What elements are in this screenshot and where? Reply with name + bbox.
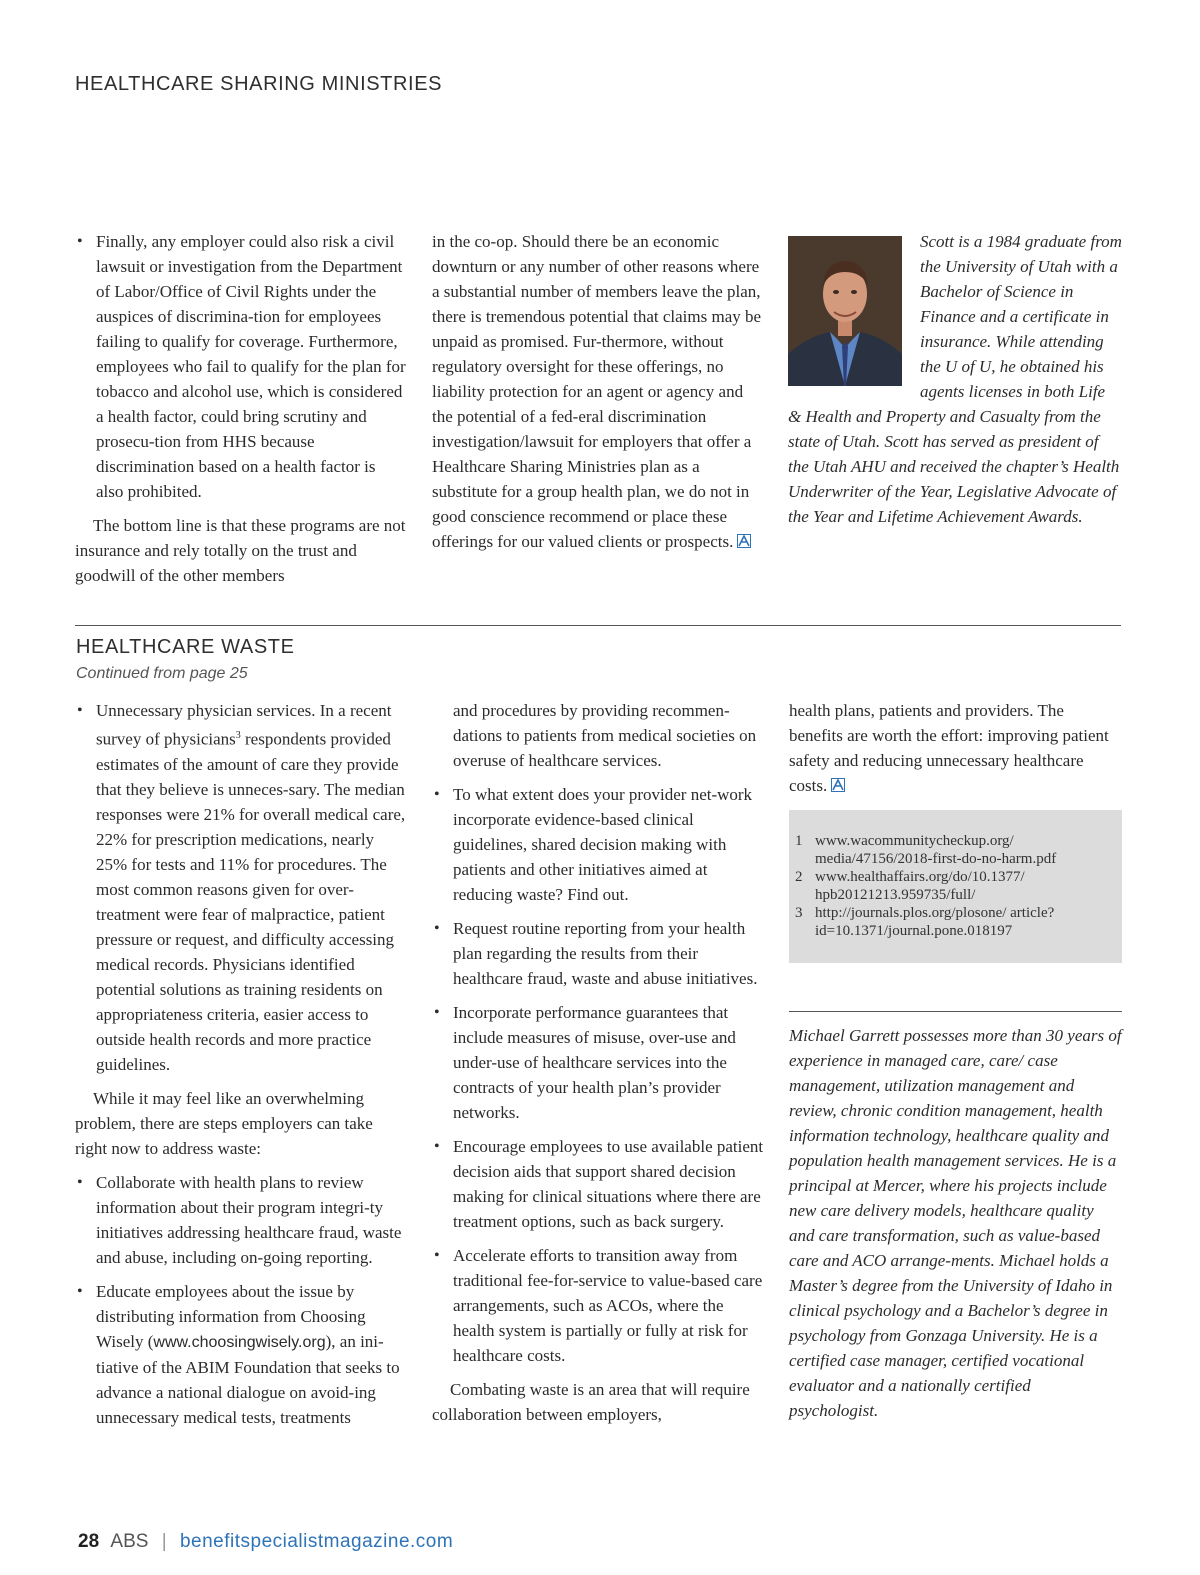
page-number: 28 <box>78 1531 100 1552</box>
bullet-text: respondents provided estimates of the amount of care they provide that they believe is unneces-sary. The median responses were 21% for overall medical care, 22% for prescription medications, nearly 25% for tests and 11% for procedures. The most common reasons given for over-treatment were fear of malpractice, patient pressure or request, and difficulty accessing medical records. Physicians identified potential solutions as training residents on appropriateness criteria, easier access to outside health records and more practice guidelines. <box>96 729 406 1074</box>
waste-column-1 <box>75 698 407 1439</box>
bullet-text: Unnecessary physician services. In a recent survey of physicians <box>96 701 392 749</box>
hsm-column-1 <box>75 229 407 597</box>
section-title: HEALTHCARE WASTE <box>76 636 295 658</box>
bullet-text: Educate employees about the issue by distributing information from Choosing Wisely ( <box>96 1281 366 1351</box>
author-bio-scott <box>788 229 1122 529</box>
bio-divider <box>789 1011 1122 1012</box>
hsm-paragraph-text: in the co-op. Should there be an economic downturn or any number of other reasons where a substantial number of members leave the plan, there is tremendous potential that claims may be unpaid as promised. Fur-thermore, without regulatory oversight for these offerings, no liability protection for an agent or agency and the potential of a fed-eral discrimination investigation/lawsuit for employers that offer a Healthcare Sharing Ministries plan as a substitute for a group health plan, we do not in good conscience recommend or place these offerings for our valued clients or prospects. <box>432 232 762 551</box>
page-footer <box>78 1531 453 1553</box>
continued-from: Continued from page 25 <box>76 665 248 682</box>
end-mark-icon <box>831 778 845 792</box>
website-link[interactable]: benefitspecialistmagazine.com <box>179 1531 454 1552</box>
reference-link[interactable]: http://journals.plos.org/plosone/ article?id=10.1371/journal.pone.018197 <box>815 905 1055 939</box>
hsm-bullet-list <box>75 229 407 504</box>
footnote-ref: 3 <box>235 730 241 741</box>
waste-column-2 <box>432 698 766 1436</box>
waste-bullet-item: • Incorporate performance guarantees that include measures of misuse, over-use and under-use of healthcare services into the contracts of your health plan’s provider networks. <box>432 1000 766 1125</box>
hsm-paragraph-cont <box>432 229 764 554</box>
references-box <box>789 810 1122 963</box>
bullet-text: ), an ini-tiative of the ABIM Foundation that seeks to advance a national dialogue on avoid-ing unnecessary medical tests, treatments <box>96 1331 400 1427</box>
waste-bullet-item <box>75 1279 407 1430</box>
waste-bullet-item: • Collaborate with health plans to review information about their program integri-ty initiatives addressing healthcare fraud, waste and abuse, including on-going reporting. <box>75 1170 407 1270</box>
author-bio-text: Scott is a 1984 graduate from the University of Utah with a Bachelor of Science in Finance and a certificate in insurance. While attending the U of U, he obtained his agents licenses in both Life & Health and Property and Casualty from the state of Utah. Scott has served as president of the Utah AHU and received the chapter’s Health Underwriter of the Year, Legislative Advocate of the Year and Lifetime Achievement Awards. <box>788 232 1122 526</box>
hsm-bullet-item: • Finally, any employer could also risk a civil lawsuit or investigation from the Department of Labor/Office of Civil Rights under the auspices of discrimina-tion for employees failing to qualify for coverage. Furthermore, employees who fail to qualify for the plan for tobacco and alcohol use, which is considered a health factor, could bring scrutiny and prosecu-tion from HHS because discrimination based on a health factor is also prohibited. <box>75 229 407 504</box>
waste-bullet-list-2 <box>75 1170 407 1430</box>
reference-number: 3 <box>795 905 803 921</box>
waste-paragraph: Combating waste is an area that will require collaboration between employers, <box>432 1380 750 1424</box>
waste-bullet-item: • To what extent does your provider net-work incorporate evidence-based clinical guidelines, shared decision making with patients and other initiatives aimed at reducing waste? Find out. <box>432 782 766 907</box>
running-header: HEALTHCARE SHARING MINISTRIES <box>75 73 443 95</box>
reference-link[interactable]: www.healthaffairs.org/do/10.1377/ hpb20121213.959735/full/ <box>815 869 1025 903</box>
end-mark-icon <box>737 534 751 548</box>
reference-link[interactable]: www.wacommunitycheckup.org/ media/47156/2018-first-do-no-harm.pdf <box>815 833 1057 867</box>
photo-float-spacer <box>788 229 920 389</box>
waste-paragraph: While it may feel like an overwhelming problem, there are steps employers can take right now to address waste: <box>75 1088 373 1158</box>
reference-number: 2 <box>795 869 803 885</box>
reference-item <box>795 868 1106 904</box>
waste-paragraph-end <box>789 698 1121 798</box>
reference-number: 1 <box>795 833 803 849</box>
hsm-paragraph: The bottom line is that these programs are not insurance and rely totally on the trust and goodwill of the other members <box>75 516 406 585</box>
waste-bullet-list-3 <box>432 782 766 1368</box>
footer-divider: | <box>161 1531 167 1552</box>
paragraph-text: health plans, patients and providers. The benefits are worth the effort: improving patient safety and reducing unnecessary healthcare costs. <box>789 701 1109 795</box>
waste-bullet-list-1 <box>75 698 407 1077</box>
waste-bullet-item: • Accelerate efforts to transition away from traditional fee-for-service to value-based care arrangements, such as ACOs, where the health system is partially or fully at risk for healthcare costs. <box>432 1243 766 1368</box>
section-divider <box>75 625 1121 626</box>
waste-bullet-item <box>75 698 407 1077</box>
waste-bullet-item: • Request routine reporting from your health plan regarding the results from their healthcare fraud, waste and abuse initiatives. <box>432 916 766 991</box>
waste-continued-bullet: and procedures by providing recommen-dations to patients from medical societies on overuse of healthcare services. <box>453 701 757 770</box>
hsm-column-2 <box>432 229 764 563</box>
author-bio-michael: Michael Garrett possesses more than 30 years of experience in managed care, care/ case management, utilization management and review, chronic condition management, health information technology, healthcare quality and population health management services. He is a principal at Mercer, where his projects include new care delivery models, healthcare quality and care transformation, such as value-based care and ACO arrange-ments. Michael holds a Master’s degree from the University of Idaho in clinical psychology and a Bachelor’s degree in psychology from Gonzaga University. He is a certified case manager, certified vocational evaluator and a nationally certified psychologist. <box>789 1026 1122 1420</box>
choosing-wisely-link[interactable]: www.choosingwisely.org <box>153 1333 326 1351</box>
reference-item <box>795 832 1106 868</box>
magazine-name: ABS <box>110 1531 149 1552</box>
reference-item <box>795 904 1106 940</box>
waste-bullet-item: • Encourage employees to use available patient decision aids that support shared decision making for clinical situations where there are treatment options, such as back surgery. <box>432 1134 766 1234</box>
waste-column-3 <box>789 698 1121 807</box>
